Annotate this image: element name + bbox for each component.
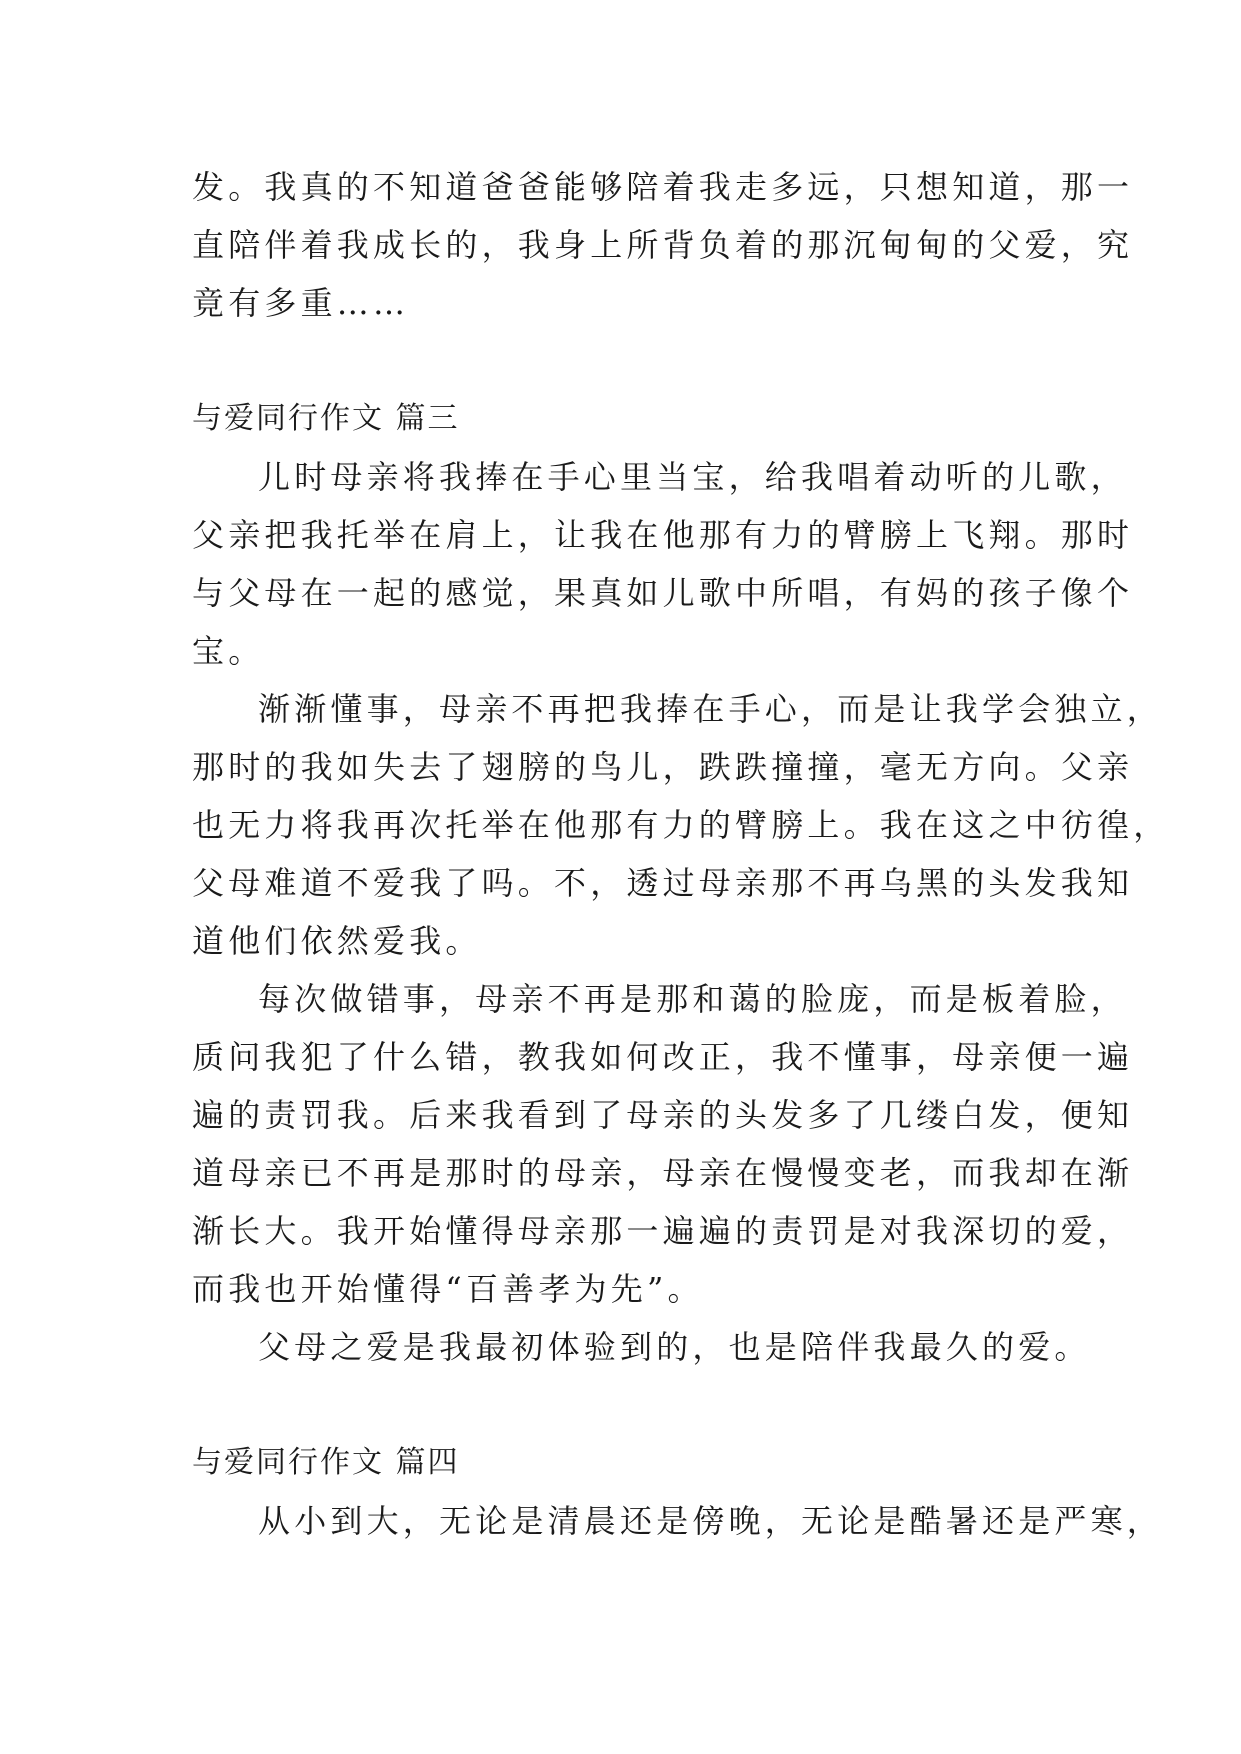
text-line: 那时的我如失去了翅膀的鸟儿，跌跌撞撞，毫无方向。父亲 — [192, 748, 1134, 786]
document-page — [192, 158, 1170, 1550]
text-line: 竟有多重…… — [192, 284, 410, 322]
text-line: 渐渐懂事，母亲不再把我捧在手心，而是让我学会独立， — [258, 690, 1164, 728]
text-line: 遍的责罚我。后来我看到了母亲的头发多了几缕白发，便知 — [192, 1096, 1134, 1134]
text-line: 而我也开始懂得“百善孝为先”。 — [192, 1270, 704, 1308]
text-line: 道母亲已不再是那时的母亲，母亲在慢慢变老，而我却在渐 — [192, 1154, 1134, 1192]
text-line: 道他们依然爱我。 — [192, 922, 482, 960]
text-line: 每次做错事，母亲不再是那和蔼的脸庞，而是板着脸， — [258, 980, 1127, 1018]
text-line: 父亲把我托举在肩上，让我在他那有力的臂膀上飞翔。那时 — [192, 516, 1134, 554]
section-heading: 与爱同行作文 篇四 — [192, 1445, 460, 1480]
text-line: 直陪伴着我成长的，我身上所背负着的那沉甸甸的父爱，究 — [192, 226, 1134, 264]
paragraph — [192, 970, 1134, 1318]
text-line: 质问我犯了什么错，教我如何改正，我不懂事，母亲便一遍 — [192, 1038, 1134, 1076]
paragraph — [192, 448, 1134, 680]
text-line: 与父母在一起的感觉，果真如儿歌中所唱，有妈的孩子像个 — [192, 574, 1134, 612]
paragraph — [192, 158, 1134, 332]
spacer — [192, 332, 1062, 390]
section-heading: 与爱同行作文 篇三 — [192, 401, 460, 436]
paragraph — [192, 1318, 1091, 1376]
text-line: 父母难道不爱我了吗。不，透过母亲那不再乌黑的头发我知 — [192, 864, 1134, 902]
text-line: 儿时母亲将我捧在手心里当宝，给我唱着动听的儿歌， — [258, 458, 1127, 496]
paragraph — [192, 680, 1170, 970]
text-line: 渐长大。我开始懂得母亲那一遍遍的责罚是对我深切的爱， — [192, 1212, 1134, 1250]
text-line: 发。我真的不知道爸爸能够陪着我走多远，只想知道，那一 — [192, 168, 1134, 206]
paragraph — [192, 1492, 1164, 1550]
spacer — [192, 1376, 1062, 1434]
text-line: 宝。 — [192, 632, 265, 670]
text-line: 父母之爱是我最初体验到的，也是陪伴我最久的爱。 — [258, 1328, 1091, 1366]
text-line: 从小到大，无论是清晨还是傍晚，无论是酷暑还是严寒， — [258, 1502, 1164, 1540]
text-line: 也无力将我再次托举在他那有力的臂膀上。我在这之中彷徨， — [192, 806, 1170, 844]
